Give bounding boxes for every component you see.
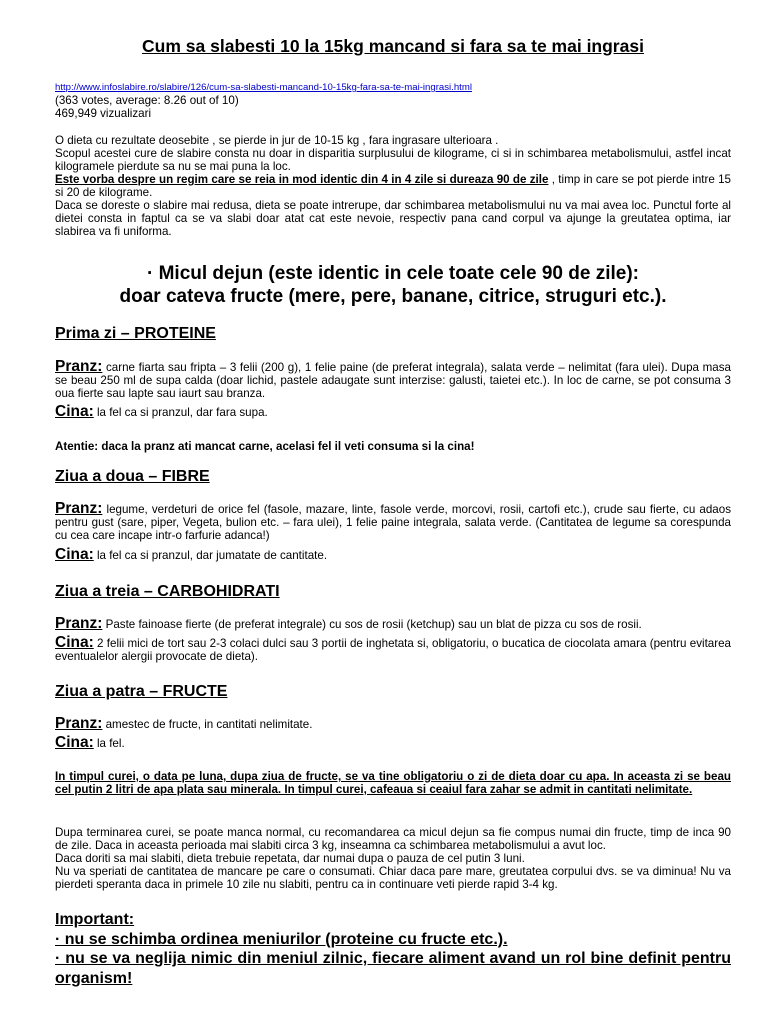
important-heading: Important: <box>55 911 135 928</box>
day3-heading: Ziua a treia – CARBOHIDRATI <box>55 583 280 600</box>
intro-paragraph-3 <box>55 173 731 199</box>
day1-dinner <box>55 405 731 419</box>
day4-lunch-label: Pranz: <box>55 715 103 732</box>
day3-lunch <box>55 617 731 631</box>
intro-paragraph-1: O dieta cu rezultate deosebite , se pierde in jur de 10-15 kg , fara ingrasare ulterioara . <box>55 134 499 147</box>
intro-emphasis: Este vorba despre un regim care se reia in mod identic din 4 in 4 zile si dureaza 90 de zile <box>55 173 549 186</box>
day2-dinner-text: la fel ca si pranzul, dar jumatate de cantitate. <box>93 549 328 562</box>
votes-text: (363 votes, average: 8.26 out of 10) <box>55 94 239 107</box>
source-info <box>55 80 731 120</box>
source-link[interactable]: http://www.infoslabire.ro/slabire/126/cum-sa-slabesti-mancand-10-15kg-fara-sa-te-mai-ingrasi.html <box>55 82 472 93</box>
day1-dinner-text: la fel ca si pranzul, dar fara supa. <box>93 406 268 419</box>
day1-lunch <box>55 360 731 400</box>
views-count: 469,949 vizualizari <box>55 107 152 120</box>
day4-heading: Ziua a patra – FRUCTE <box>55 683 228 700</box>
after-paragraph-1: Dupa terminarea curei, se poate manca normal, cu recomandarea ca micul dejun sa fie compus numai din fructe, timp de inca 90 de zile. Daca in aceasta perioada mai slabiti circa 3 kg, inseamna ca schimbarea metabolismului a avut loc. <box>55 826 731 852</box>
day1-heading: Prima zi – PROTEINE <box>55 325 216 342</box>
day1-note: Atentie: daca la pranz ati mancat carne, acelasi fel il veti consuma si la cina! <box>55 440 475 453</box>
day4-lunch-text: amestec de fructe, in cantitati nelimitate. <box>102 718 313 731</box>
after-paragraph-2: Daca doriti sa mai slabiti, dieta trebuie repetata, dar numai dupa o pauza de cel putin 3 luni. <box>55 852 525 865</box>
important-section <box>55 910 731 988</box>
intro-section <box>55 134 731 238</box>
day4-dinner-text: la fel. <box>93 737 125 750</box>
day3-dinner-text: 2 felii mici de tort sau 2-3 colaci dulci sau 3 portii de inghetata si, obligatoriu, o bucatica de ciocolata amara (pentru evitarea eventualelor alergii provocate de dieta). <box>55 637 731 663</box>
important-item-2: · nu se va neglija nimic din meniul zilnic, fiecare aliment avand un rol bine definit pentru organism! <box>55 950 731 987</box>
breakfast-line-1: · Micul dejun (este identic in cele toate cele 90 de zile): <box>146 263 640 284</box>
day1-lunch-text: carne fiarta sau fripta – 3 felii (200 g), 1 felie paine (de preferat integrala), salata verde – nelimitat (fara ulei). Dupa masa se beau 250 ml de supa calda (doar lichid, pastele adaugate sunt interzise: galusti, taietei etc.). In loc de carne, se pot consuma 3 oua fierte sau lapte sau iaurt sau branza. <box>55 361 731 400</box>
day2-heading: Ziua a doua – FIBRE <box>55 468 210 485</box>
day4-dinner-label: Cina: <box>55 734 94 751</box>
breakfast-section <box>55 262 731 308</box>
day3-lunch-label: Pranz: <box>55 615 103 632</box>
page-title: Cum sa slabesti 10 la 15kg mancand si fara sa te mai ingrasi <box>142 36 644 56</box>
intro-paragraph-2: Scopul acestei cure de slabire consta nu doar in disparitia surplusului de kilograme, ci si in schimbarea metabolismului, astfel incat kilogramele pierdute sa nu se mai puna la loc. <box>55 147 731 173</box>
intro-paragraph-4: Daca se doreste o slabire mai redusa, dieta se poate intrerupe, dar schimbarea metabolismului nu va mai avea loc. Punctul forte al dietei consta in faptul ca se va slabi doar atat cat este nevoie, respectiv pana cand corpul va ajunge la greutatea optima, iar slabirea va fi uniforma. <box>55 199 731 238</box>
day4-dinner <box>55 736 731 750</box>
day2-lunch-label: Pranz: <box>55 500 103 517</box>
day2-lunch <box>55 502 731 542</box>
water-day-note: In timpul curei, o data pe luna, dupa ziua de fructe, se va tine obligatoriu o zi de dieta doar cu apa. In aceasta zi se beau cel putin 2 litri de apa plata sau minerala. In timpul curei, cafeaua si ceaiul fara zahar se admit in cantitati nelimitate. <box>55 770 731 796</box>
intro-paragraph-3-rest: , timp in care se pot pierde intre 15 si 20 de kilograme. <box>55 173 732 199</box>
day3-dinner-label: Cina: <box>55 634 94 651</box>
day2-lunch-text: legume, verdeturi de orice fel (fasole, mazare, linte, fasole verde, morcovi, rosii, cartofi etc.), crude sau fierte, cu adaos pentru gust (sare, piper, Vegeta, bulion etc. – fara ulei), 1 felie paine integrala, salata verde. (Cantitatea de legume sa corespunda cu cea care incape intr-o farfurie adanca!) <box>55 503 731 542</box>
breakfast-line-2: doar cateva fructe (mere, pere, banane, citrice, struguri etc.). <box>119 286 667 307</box>
day2-dinner <box>55 548 731 562</box>
after-cure-section <box>55 826 731 891</box>
day4-lunch <box>55 717 731 731</box>
day1-lunch-label: Pranz: <box>55 358 103 375</box>
after-paragraph-3: Nu va speriati de cantitatea de mancare pe care o consumati. Chiar daca pare mare, greutatea corpului dvs. se va diminua! Nu va pierdeti speranta daca in primele 10 zile nu slabiti, pentru ca in continuare veti pierde rapid 3-4 kg. <box>55 865 731 891</box>
important-item-1: · nu se schimba ordinea meniurilor (proteine cu fructe etc.). <box>55 930 508 948</box>
day3-dinner <box>55 636 731 663</box>
day2-dinner-label: Cina: <box>55 546 94 563</box>
day1-dinner-label: Cina: <box>55 403 94 420</box>
day3-lunch-text: Paste fainoase fierte (de preferat integrale) cu sos de rosii (ketchup) sau un blat de pizza cu sos de rosii. <box>102 618 642 631</box>
